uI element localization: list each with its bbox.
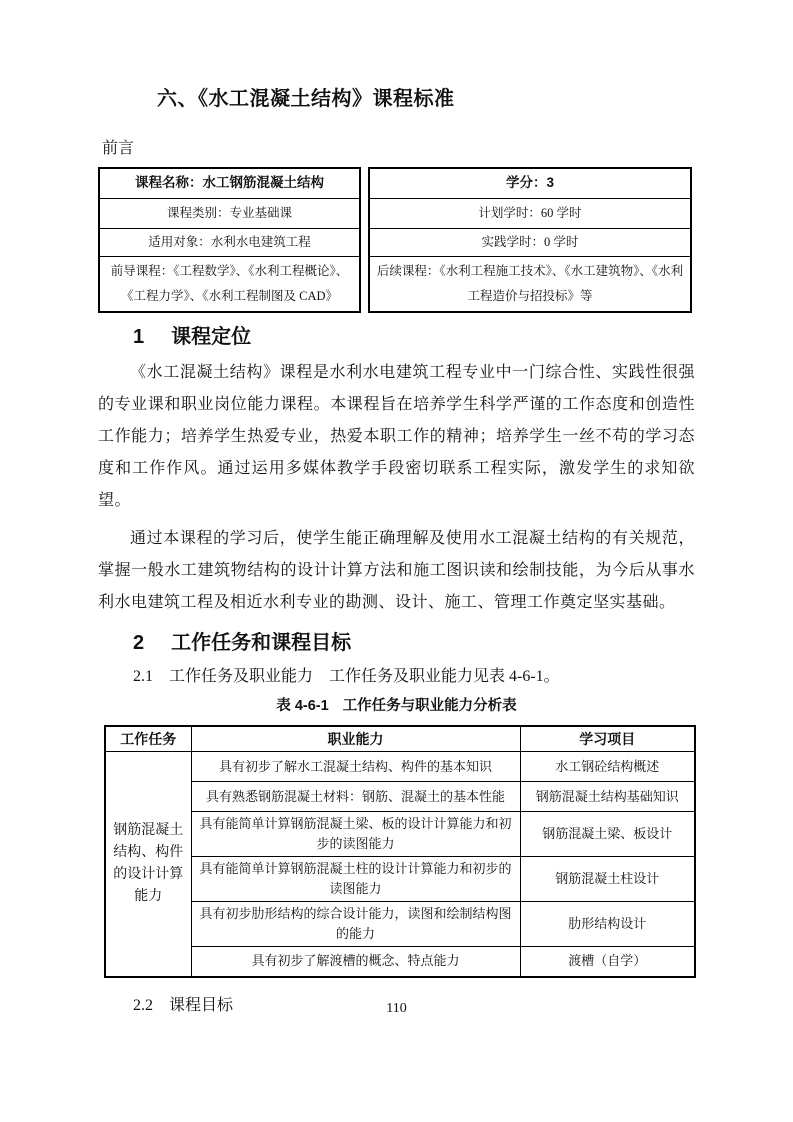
ability-cell: 具有初步了解水工混凝土结构、构件的基本知识 [191, 752, 520, 782]
table-row [105, 812, 695, 857]
project-cell: 钢筋混凝土梁、板设计 [520, 812, 695, 857]
section-1-paragraph-1: 《水工混凝土结构》课程是水利水电建筑工程专业中一门综合性、实践性很强的专业课和职业岗位能力课程。本课程旨在培养学生科学严谨的工作态度和创造性工作能力；培养学生热爱专业，热爱本职工作的精神；培养学生一丝不苟的学习态度和工作作风。通过运用多媒体教学手段密切联系工程实际，激发学生的求知欲望。 [98, 363, 695, 509]
section-2-title: 工作任务和课程目标 [171, 631, 352, 654]
table-row [105, 902, 695, 947]
ability-cell: 具有能简单计算钢筋混凝土柱的设计计算能力和初步的读图能力 [191, 857, 520, 902]
subsection-2-1-text: 工作任务及职业能力 工作任务及职业能力见表 4-6-1。 [169, 667, 560, 685]
project-cell: 钢筋混凝土柱设计 [520, 857, 695, 902]
table-row [105, 947, 695, 977]
table-caption-number: 表 4-6-1 [276, 697, 329, 714]
planned-hours-cell: 计划学时：60 学时 [369, 198, 691, 228]
table-row [105, 857, 695, 902]
table-caption [98, 695, 695, 717]
course-category-cell: 课程类别：专业基础课 [99, 198, 360, 228]
task-ability-table [104, 725, 696, 978]
project-cell: 钢筋混凝土结构基础知识 [520, 782, 695, 812]
ability-cell: 具有熟悉钢筋混凝土材料：钢筋、混凝土的基本性能 [191, 782, 520, 812]
table-row [105, 782, 695, 812]
section-1-heading [133, 323, 695, 351]
page-title: 六、《水工混凝土结构》课程标准 [157, 88, 455, 110]
page-number: 110 [386, 1001, 407, 1016]
table-row [105, 752, 695, 782]
preface-label: 前言 [102, 140, 135, 157]
subsection-2-2-number: 2.2 [133, 996, 153, 1014]
credits-cell: 学分：3 [369, 168, 691, 198]
course-info-right-table [368, 167, 692, 313]
table-caption-text: 工作任务与职业能力分析表 [342, 697, 517, 714]
project-cell: 渡槽（自学） [520, 947, 695, 977]
project-cell: 水工钢砼结构概述 [520, 752, 695, 782]
header-project: 学习项目 [520, 726, 695, 752]
ability-cell: 具有初步了解渡槽的概念、特点能力 [191, 947, 520, 977]
subsection-2-1-number: 2.1 [133, 667, 153, 685]
section-2-heading [133, 629, 695, 657]
prerequisite-courses-cell: 前导课程：《工程数学》、《水利工程概论》、《工程力学》、《水利工程制图及 CAD》 [99, 256, 360, 312]
course-info-tables [98, 167, 695, 313]
section-2-number: 2 [133, 631, 145, 654]
course-info-left-table [98, 167, 361, 313]
task-label-cell: 钢筋混凝土结构、构件的设计计算能力 [105, 752, 191, 977]
follow-up-courses-cell: 后续课程：《水利工程施工技术》、《水工建筑物》、《水利工程造价与招投标》等 [369, 256, 691, 312]
practice-hours-cell: 实践学时：0 学时 [369, 228, 691, 256]
header-task: 工作任务 [105, 726, 191, 752]
header-ability: 职业能力 [191, 726, 520, 752]
subsection-2-1 [133, 665, 695, 689]
ability-cell: 具有能简单计算钢筋混凝土梁、板的设计计算能力和初步的读图能力 [191, 812, 520, 857]
project-cell: 肋形结构设计 [520, 902, 695, 947]
ability-cell: 具有初步肋形结构的综合设计能力，读图和绘制结构图的能力 [191, 902, 520, 947]
section-1-paragraph-2: 通过本课程的学习后，使学生能正确理解及使用水工混凝土结构的有关规范，掌握一般水工建筑物结构的设计计算方法和施工图识读和绘制技能，为今后从事水利水电建筑工程及相近水利专业的勘测、设计、施工、管理工作奠定坚实基础。 [98, 529, 695, 611]
target-audience-cell: 适用对象：水利水电建筑工程 [99, 228, 360, 256]
section-1-number: 1 [133, 325, 145, 348]
subsection-2-2-text: 课程目标 [169, 996, 234, 1014]
section-1-title: 课程定位 [171, 325, 252, 348]
course-name-cell: 课程名称：水工钢筋混凝土结构 [99, 168, 360, 198]
task-table-header-row [105, 726, 695, 752]
